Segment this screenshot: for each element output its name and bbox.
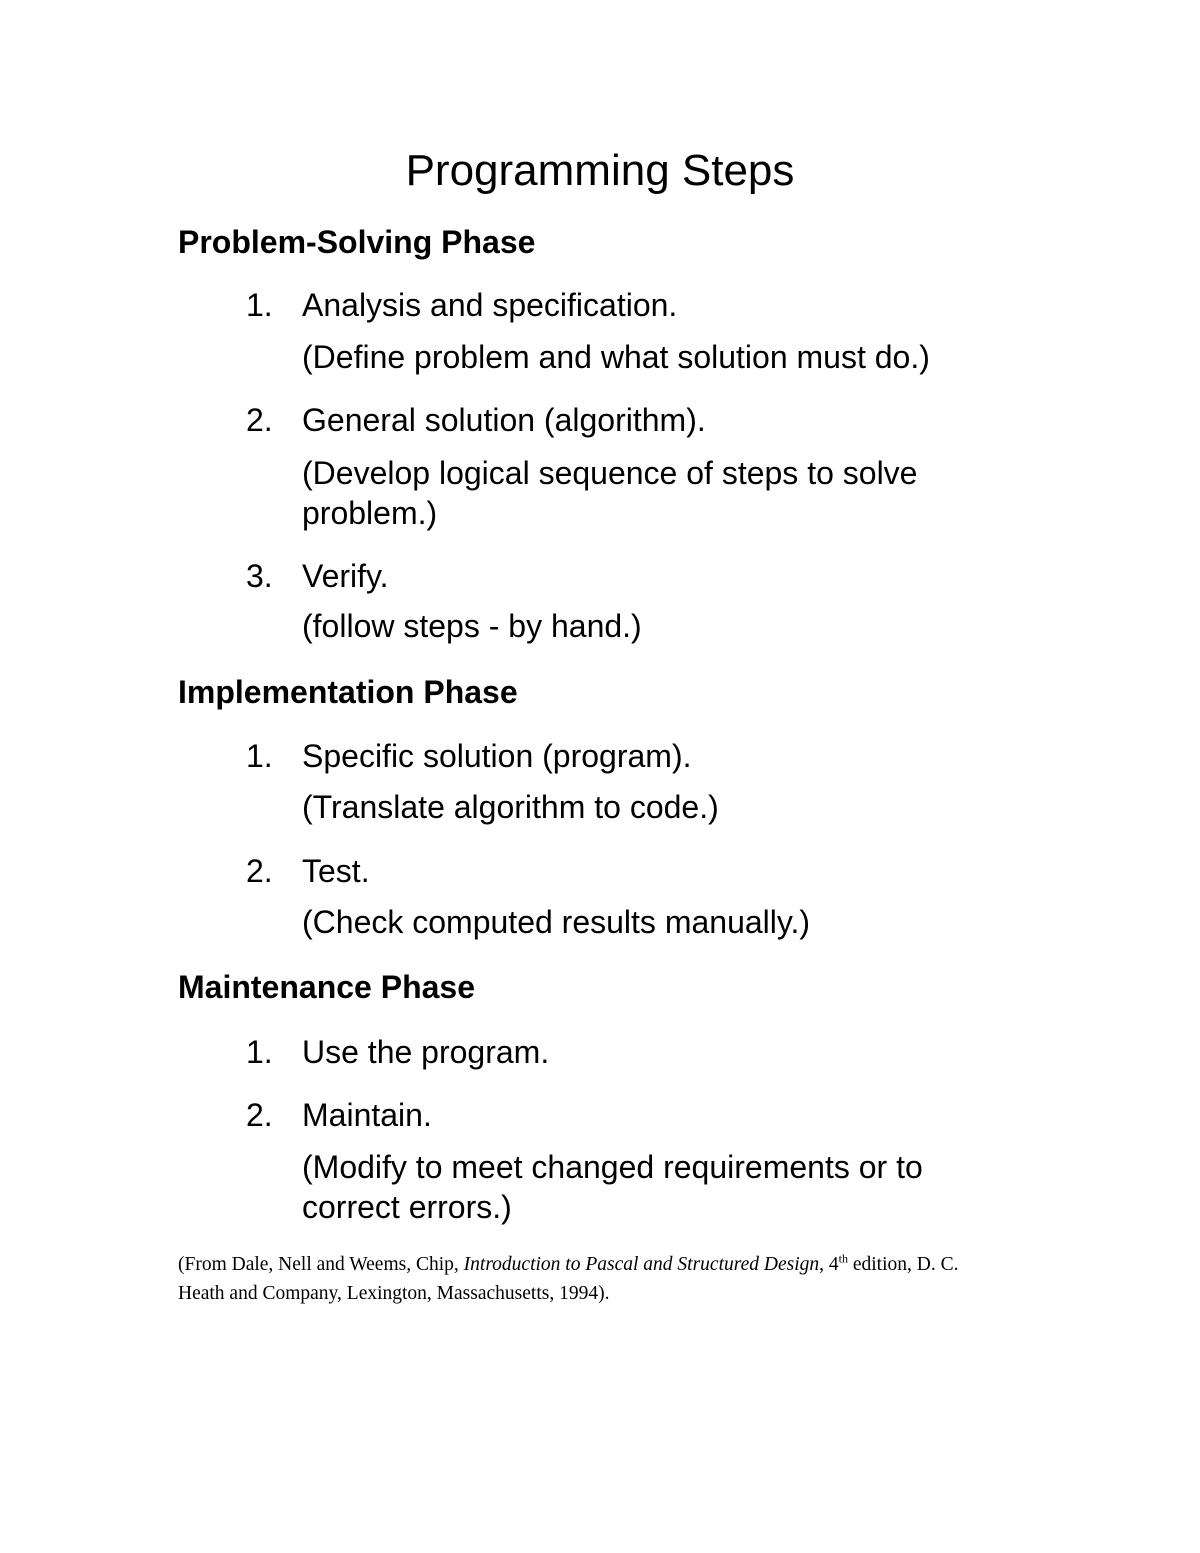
step-number: 2. — [246, 853, 273, 889]
phase-heading-maintenance: Maintenance Phase — [178, 969, 475, 1005]
step-note: (follow steps - by hand.) — [302, 608, 642, 644]
step-number: 2. — [246, 402, 273, 438]
step-note: (Check computed results manually.) — [302, 904, 811, 940]
citation-edition-suffix: th — [838, 1251, 848, 1266]
step-note: (Translate algorithm to code.) — [302, 789, 719, 825]
step-note: (Define problem and what solution must do.) — [302, 339, 930, 375]
step-number: 3. — [246, 558, 273, 594]
citation — [178, 1250, 1008, 1308]
step-text: General solution (algorithm). — [302, 402, 706, 438]
step-text: Maintain. — [302, 1097, 432, 1133]
citation-prefix: (From Dale, Nell and Weems, Chip, — [178, 1254, 464, 1275]
step-number: 2. — [246, 1097, 273, 1133]
step-text: Analysis and specification. — [302, 287, 678, 323]
step-number: 1. — [246, 1034, 273, 1070]
phase-heading-problem-solving: Problem-Solving Phase — [178, 224, 536, 260]
step-number: 1. — [246, 738, 273, 774]
step-number: 1. — [246, 287, 273, 323]
citation-rest: edition, D. C. Heath and Company, Lexington, Massachusetts, 1994). — [178, 1254, 959, 1304]
phase-heading-implementation: Implementation Phase — [178, 674, 518, 710]
citation-edition-number: , 4 — [819, 1254, 839, 1275]
step-text: Verify. — [302, 558, 389, 594]
step-text: Test. — [302, 853, 370, 889]
step-note: (Develop logical sequence of steps to solve problem.) — [302, 455, 918, 531]
step-note: (Modify to meet changed requirements or to correct errors.) — [302, 1149, 923, 1225]
citation-book-title: Introduction to Pascal and Structured Design — [463, 1254, 820, 1275]
step-text: Use the program. — [302, 1034, 550, 1070]
page-title: Programming Steps — [405, 146, 795, 195]
step-text: Specific solution (program). — [302, 738, 692, 774]
